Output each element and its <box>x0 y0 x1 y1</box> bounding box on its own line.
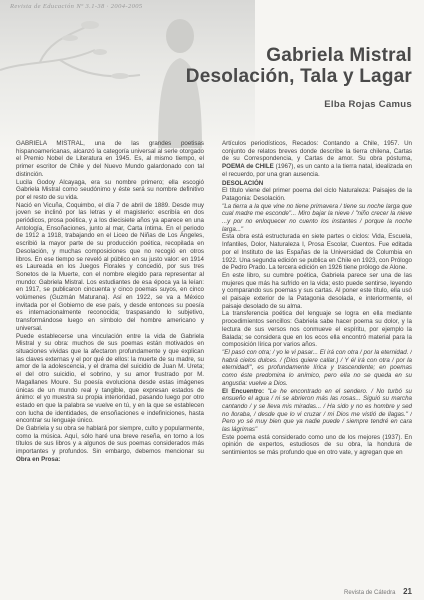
paragraph-text: Artículos periodísticos, Recados: Contando a Chile, 1957. Un conjunto de relatos breves donde describe la tierra chilena, Cartas de su Correspondencia, y Cartas de amor. Su obra póstuma, <box>222 140 412 163</box>
paragraph-text: (1967), es un canto a la tierra natal, idealizada en el recuerdo, por una gran ausencia. <box>222 163 412 178</box>
title-block <box>112 45 412 110</box>
paragraph: Puede establecerse una vinculación entre la vida de Gabriela Mistral y su obra: muchos de sus poemas están motivados en situaciones vividas que la afectaron profundamente y que explican las claves externas y el por qué de ellos: la muerte de su madre, su amor de la adolescencia, y el drama del suicidio de Juan M. Ureta; el del otro suicidio, el sobrino, y su amor frustrado por M. Magallanes Moure. Su poesía evoluciona desde estas imágenes únicas de un mundo real y tangible, que expresan estados de ánimo: el yo muestra su propia interioridad, pasando luego por otro estado en que la palabra se vuelve en tú, y en la que se establecen con lucha de identidades, de ensoñaciones e indefiniciones, hasta encontrar su lenguaje único. <box>16 332 204 425</box>
article-title-line-1: Gabriela Mistral <box>266 45 412 66</box>
paragraph: Nació en Vicuña, Coquimbo, el día 7 de abril de 1889. Desde muy joven se inclinó por las letras y el magisterio: escribía en dos periódicos, prosa poética, y a los diecisiete años ya aparece en una Antología, Ensoñaciones, junto al mar, Carta íntima. En el periodo de 1912 a 1918, trabajando en el Liceo de Niñas de Los Ángeles, escribió la mayor parte de su producción poética, recopilada en Desolación, y muchas composiciones que no recogió en otros libros. En ese tiempo se reveló al público en su justo valor: en 1914 es Laureada en los Juegos Florales y concedió, por sus tres Sonetos de la Muerte, con el nombre elegido para representar al mundo: Gabriela Mistral. Los estudiantes de esa época ya la leían: en 1917, se publicaron cincuenta y cinco poemas suyos, en cinco volúmenes (Guzmán Maturana). Así en 1922, se va a México invitada por el Gobierno de ese país, y desde entonces su poesía es internacionalmente reconocida; traspasando lo subjetivo, transformándose luego en símbolo del hombre americano y universal. <box>16 201 204 332</box>
poem-quote: "El pasó con otra; / yo le vi pasar... El irá con otra / por la eternidad. / habrá cielos dulces. / (Dios quiere callar.) / Y él irá con otra / por la eternidad!", es profundamente lírica y trascendente; en poemas como éste predomina lo anímico, pero ella no se queda en su angustia: vuelve a Dios. <box>222 348 412 387</box>
paragraph: La transferencia poética del lenguaje se logra en ella mediante procedimientos sencillos: Gabriela sabe hacer poema su dolor, y la lectura de sus versos nos conmueve el espíritu, por ejemplo la Balada; se considera que en los ecos ella encontró material para la composición lírica por varios años. <box>222 310 412 349</box>
page-number: 21 <box>403 587 412 596</box>
left-column <box>16 140 204 586</box>
paragraph-bold-text: Obra en Prosa: <box>16 455 61 463</box>
paragraph: Este poema está considerado como uno de los mejores (1937). En opinión de expertos, estudiosos de su obra, la hondura de sentimientos se más profundo que en otro vate, y agregan que en <box>222 433 412 457</box>
author-byline: Elba Rojas Camus <box>324 99 412 110</box>
poem-quote: "Le he encontrado en el sendero. / No turbó su ensueño el agua / ni se abrieron más las rosas... Siguió su marcha cantando / y se lleva mis miradas... / Ha sido y no es hombre y sed no lloraba, / desde que lo vi cruzar / mi Dios me vistió de llagas." / Pero yo sé muy bien que ya nadie puede / siempre tendré en cara las lágrimas" <box>222 387 412 434</box>
journal-name: Revista de Cátedra <box>344 590 396 596</box>
header-stamp: Revista de Educación Nº 3.1-38 · 2004-2005 <box>10 3 143 10</box>
section-heading-desolacion: DESOLACIÓN <box>222 179 264 187</box>
paragraph: GABRIELA MISTRAL, una de las grandes poetisas hispanoamericanas, alcanzó la categoría universal al serle otorgado el Premio Nobel de Literatura en 1945. Es, al mismo tiempo, el primer escritor de Chile y del Nuevo Mundo galardonado con tal distinción. <box>16 140 204 178</box>
poem-quote: "La tierra a la que vine no tiene primavera / tiene su noche larga que cual madre me esconde"... Miro bajar la nieve / "niño crecer la nieve ...y por no enloquecer no cuento los instantes / porque la noche larga..." <box>222 202 412 233</box>
right-column <box>222 140 412 586</box>
paragraph: El título viene del primer poema del ciclo Naturaleza: Paisajes de la Patagonia: Desolación. <box>222 187 412 202</box>
paragraph <box>222 388 412 434</box>
paragraph <box>16 425 204 464</box>
paragraph <box>222 140 412 179</box>
paragraph: Lucila Godoy Alcayaga, era su nombre primero; ella escogió Gabriela Mistral como seudónimo y éste será su nombre definitivo por el resto de su vida. <box>16 178 204 201</box>
paragraph: En este libro, su cumbre poética, Gabriela parece ser una de las mujeres que más ha sufrido en la vida; esto puede sentirse, leyendo y comparando sus poemas y sus cartas. Al poner este título, ella usó el paisaje exterior de la Patagonia desolada, e interiormente, el paisaje desolado de su alma. <box>222 271 412 310</box>
paragraph-text: De Gabriela y su obra se hablará por siempre, culto y popularmente, como la música. Aquí, sólo haré una breve reseña, en torno a los títulos de sus libros y a algunos de sus poemas considerados más importantes y profundos. Sin embargo, debemos mencionar su <box>16 425 204 456</box>
paragraph-bold-text: El Encuentro: <box>222 387 265 395</box>
article-title-line-2: Desolación, Tala y Lagar <box>185 66 412 87</box>
page-footer <box>344 587 412 596</box>
paragraph-bold-text: POEMA de CHILE <box>222 163 274 171</box>
paragraph: Esta obra está estructurada en siete partes o ciclos: Vida, Escuela, Infantiles, Dolor, Naturaleza I, Prosa Escolar, Cuentos. Fue editada por el Instituto de las Españas de la Universidad de Columbia en 1922. Una segunda edición se publica en Chile en 1923, con Prólogo de Pedro Prado. La tercera edición en 1926 tiene prólogo de Alone. <box>222 233 412 272</box>
